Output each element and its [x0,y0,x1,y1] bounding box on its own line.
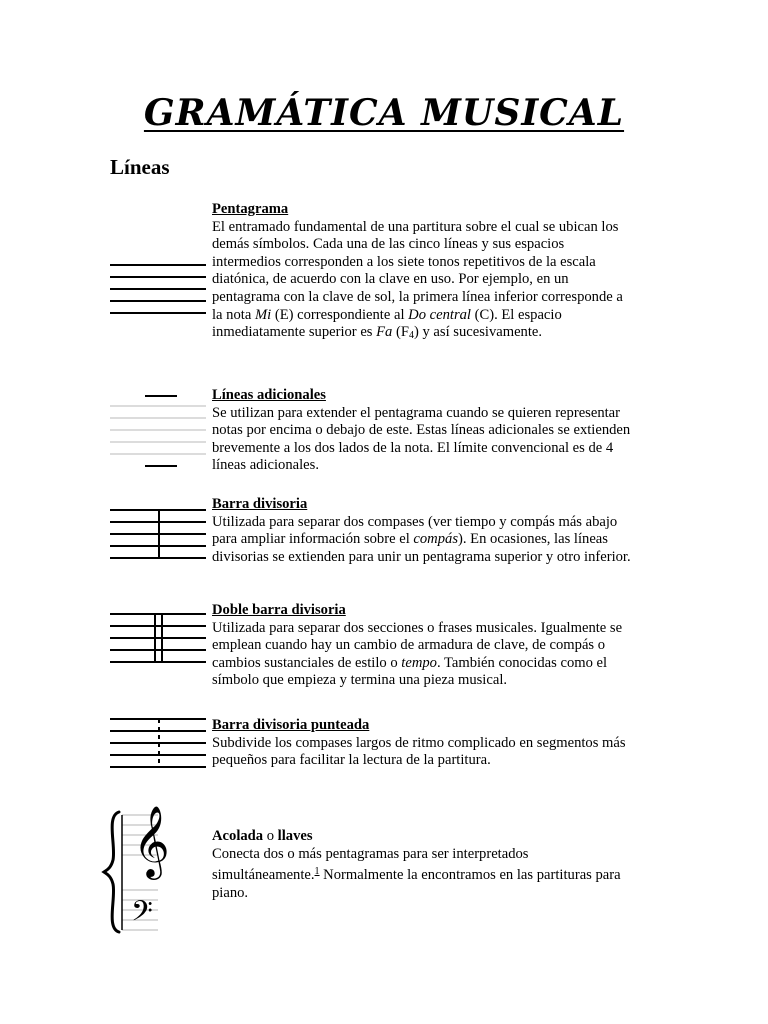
entry-text-line: Subdivide los compases largos de ritmo complicado en segmentos más [212,734,626,751]
entry-text-line: Conecta dos o más pentagramas para ser interpretados [212,845,529,862]
section-heading: Líneas [110,155,170,179]
entry-heading: Doble barra divisoria [212,602,346,618]
entry-barra-divisoria-punteada [212,717,662,770]
entry-heading: Líneas adicionales [212,387,326,403]
entry-acolada [212,828,662,902]
entry-text-line: Se utilizan para extender el pentagrama cuando se quieren representar [212,404,621,421]
entry-text-line: notas por encima o debajo de este. Estas líneas adicionales se extienden [212,422,631,439]
entry-text-line: demás símbolos. Cada una de las cinco líneas y sus espacios [212,236,565,253]
entry-text-line: para ampliar información sobre el compás). En ocasiones, las líneas [212,531,608,548]
entry-text-line: líneas adicionales. [212,457,319,474]
entry-text-line: El entramado fundamental de una partitura sobre el cual se ubican los [212,218,619,235]
staff-illustration [110,265,206,313]
brace-icon [104,812,119,932]
entry-text-line: cambios sustanciales de estilo o tempo. También conocidas como el [212,654,608,671]
entry-lineas-adicionales [212,387,662,475]
entry-heading: Barra divisoria [212,496,308,512]
bass-clef-icon: 𝄢 [131,895,153,935]
entry-text-line: Utilizada para separar dos compases (ver tiempo y compás más abajo [212,513,618,530]
entry-text-line: diatónica, de acuerdo con la clave en uso. Por ejemplo, en un [212,271,569,288]
page-title: GRAMÁTICA MUSICAL [143,92,625,134]
entry-text-line: divisorias se extienden para unir un pentagrama superior y otro inferior. [212,548,631,565]
entry-heading: Acolada o llaves [212,828,313,844]
entry-text-line: emplean cuando hay un cambio de armadura de clave, de compás o [212,637,606,654]
entry-text-line: intermedios corresponden a los siete tonos repetitivos de la escala [212,253,596,270]
entry-text-line: Utilizada para separar dos secciones o frases musicales. Igualmente se [212,619,623,636]
ledger-lines-illustration [110,396,206,466]
entry-text-line: símbolo que empieza y termina una pieza musical. [212,672,508,689]
dotted-bar-line-illustration [110,719,206,767]
double-bar-line-illustration [110,614,206,662]
entry-text-line: piano. [212,884,249,901]
entry-text-line: la nota Mi (E) correspondiente al Do central (C). El espacio [212,306,562,323]
entry-heading: Pentagrama [212,201,289,217]
entry-pentagrama [212,201,662,345]
entry-text-line: brevemente a los dos lados de la nota. El límite convencional es de 4 [212,439,614,456]
entry-text-line: simultáneamente.$^1$ Normalmente la encontramos en las partituras para [212,866,621,884]
bar-line-illustration [110,510,206,558]
treble-clef-icon: 𝄞 [133,804,170,877]
entry-heading: Barra divisoria punteada [212,717,370,733]
entry-text-line: pentagrama con la clave de sol, la primera línea inferior corresponde a [212,288,623,305]
entry-doble-barra-divisoria [212,602,662,690]
footnote-link[interactable]: 1 [314,866,320,878]
brace-illustration [104,804,170,935]
entry-barra-divisoria [212,496,662,566]
entry-text-line: pequeños para facilitar la lectura de la partitura. [212,752,491,769]
entry-text-line: inmediatamente superior es Fa $(F_4)$ y así sucesivamente. [212,324,543,342]
